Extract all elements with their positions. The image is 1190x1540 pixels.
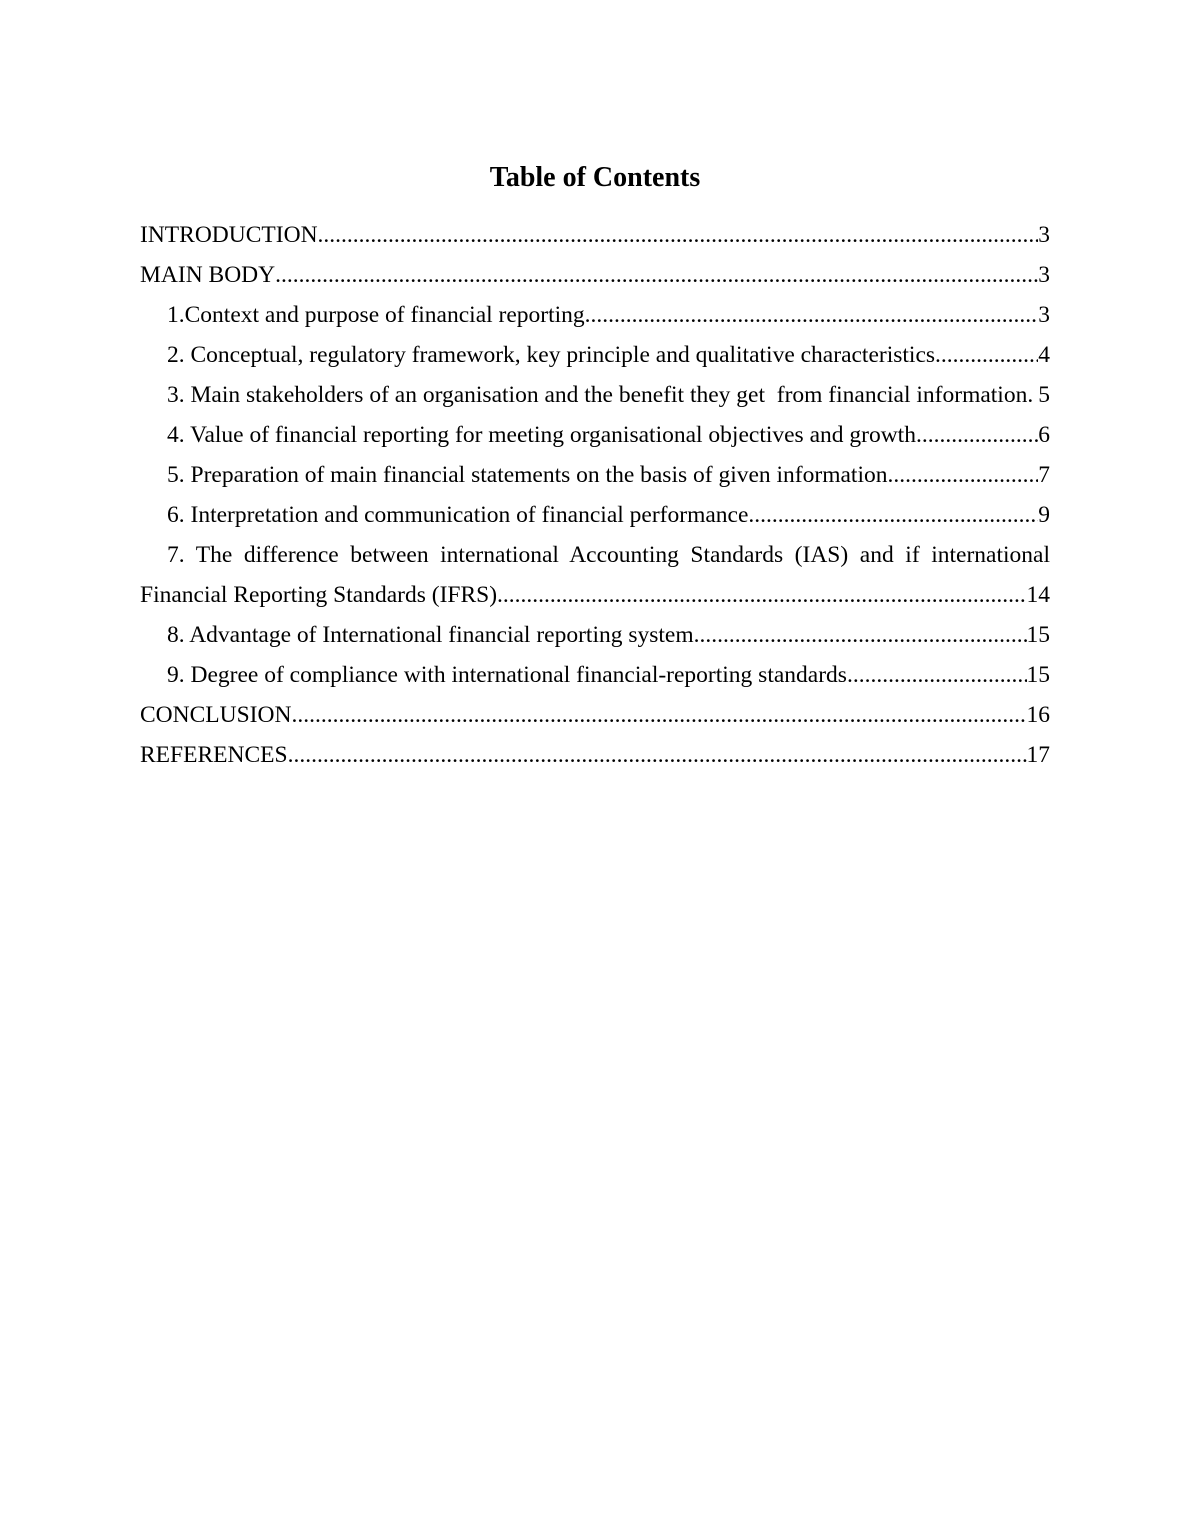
- toc-page-number: 3: [1038, 262, 1050, 288]
- toc-entry-line: [140, 255, 1050, 295]
- toc-dot-leader: [748, 495, 1038, 535]
- toc-entry: [140, 495, 1050, 535]
- toc-entry-line: [140, 695, 1050, 735]
- toc-entry-label: INTRODUCTION: [140, 222, 318, 248]
- toc-entry-label: 9. Degree of compliance with international financial-reporting standards: [167, 662, 847, 688]
- table-of-contents: [140, 215, 1050, 775]
- toc-entry-label: REFERENCES: [140, 742, 288, 768]
- page-title: Table of Contents: [489, 162, 701, 193]
- toc-entry-line: [140, 295, 1050, 335]
- toc-entry: [140, 735, 1050, 775]
- toc-dot-leader: [935, 335, 1038, 375]
- toc-entry-label: MAIN BODY: [140, 262, 276, 288]
- toc-entry: [140, 655, 1050, 695]
- toc-entry-label: 4. Value of financial reporting for meeting organisational objectives and growth: [167, 422, 916, 448]
- toc-entry-label: CONCLUSION: [140, 702, 292, 728]
- toc-entry-line: [140, 415, 1050, 455]
- toc-entry: [140, 535, 1050, 615]
- toc-page-number: 9: [1038, 502, 1050, 528]
- toc-entry-label: 3. Main stakeholders of an organisation and the benefit they get from financial information: [167, 382, 1028, 408]
- toc-dot-leader: [916, 415, 1038, 455]
- toc-entry-line: [140, 215, 1050, 255]
- toc-entry-line: [140, 655, 1050, 695]
- toc-entry: [140, 695, 1050, 735]
- toc-page-number: 17: [1026, 742, 1050, 768]
- toc-entry: [140, 455, 1050, 495]
- toc-dot-leader: [497, 575, 1026, 615]
- toc-dot-leader: [887, 455, 1038, 495]
- toc-entry-label: Financial Reporting Standards (IFRS): [140, 582, 498, 608]
- toc-entry: [140, 295, 1050, 335]
- toc-page-number: 4: [1038, 342, 1050, 368]
- toc-page-number: 15: [1026, 622, 1050, 648]
- toc-page-number: 14: [1026, 582, 1050, 608]
- toc-dot-leader: [288, 735, 1027, 775]
- toc-entry-line: [140, 495, 1050, 535]
- toc-page-number: 3: [1038, 302, 1050, 328]
- toc-entry: [140, 375, 1050, 415]
- toc-entry-line: [140, 375, 1050, 415]
- toc-page-number: 16: [1026, 702, 1050, 728]
- toc-entry-line: [140, 575, 1050, 615]
- toc-entry-label: 5. Preparation of main financial statements on the basis of given information: [167, 462, 888, 488]
- toc-page-number: 5: [1032, 382, 1050, 408]
- toc-entry-wrap-line: 7. The difference between international Accounting Standards (IAS) and if international: [167, 542, 1050, 568]
- page-content: [140, 158, 1050, 775]
- toc-dot-leader: [585, 295, 1039, 335]
- toc-entry-label: 8. Advantage of International financial reporting system: [167, 622, 694, 648]
- toc-entry-line: [140, 335, 1050, 375]
- toc-entry-label: 6. Interpretation and communication of financial performance: [167, 502, 749, 528]
- toc-entry: [140, 215, 1050, 255]
- toc-entry-line: [140, 615, 1050, 655]
- toc-dot-leader: [847, 655, 1027, 695]
- toc-dot-leader: [318, 215, 1039, 255]
- toc-entry-label: 1.Context and purpose of financial reporting: [167, 302, 585, 328]
- toc-entry: [140, 415, 1050, 455]
- toc-page-number: 7: [1038, 462, 1050, 488]
- toc-page-number: 3: [1038, 222, 1050, 248]
- toc-entry-label: 2. Conceptual, regulatory framework, key principle and qualitative characteristics: [167, 342, 936, 368]
- toc-page-number: 15: [1026, 662, 1050, 688]
- toc-dot-leader: [694, 615, 1027, 655]
- toc-page-number: 6: [1038, 422, 1050, 448]
- toc-entry: [140, 255, 1050, 295]
- toc-entry: [140, 615, 1050, 655]
- toc-entry-line: [140, 735, 1050, 775]
- toc-dot-leader: [275, 255, 1038, 295]
- toc-entry-line: [140, 455, 1050, 495]
- toc-entry: [140, 335, 1050, 375]
- toc-dot-leader: [291, 695, 1026, 735]
